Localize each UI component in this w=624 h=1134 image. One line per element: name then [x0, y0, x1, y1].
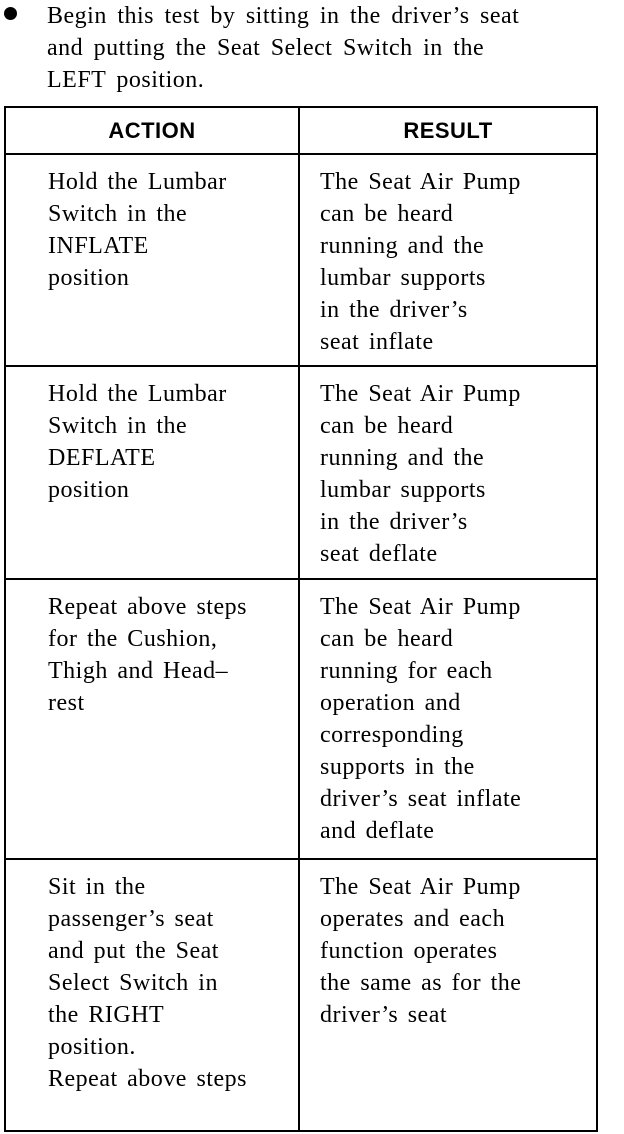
bullet-icon: [4, 7, 17, 20]
action-line: Hold the Lumbar: [48, 381, 227, 407]
action-line: Switch in the: [48, 413, 188, 439]
result-line: function operates: [320, 938, 498, 964]
result-line: corresponding: [320, 722, 464, 748]
result-line: supports in the: [320, 754, 475, 780]
table-row: [5, 859, 597, 1131]
intro-line: Begin this test by sitting in the driver’s seat: [47, 3, 520, 29]
intro-line: and putting the Seat Select Switch in the: [47, 35, 485, 61]
table-row: [5, 154, 597, 366]
action-line: Switch in the: [48, 201, 188, 227]
result-line: the same as for the: [320, 970, 522, 996]
action-line: Repeat above steps: [48, 594, 247, 620]
result-line: can be heard: [320, 626, 454, 652]
action-cell: [5, 859, 299, 1131]
result-column-header: RESULT: [299, 107, 597, 154]
result-line: running for each: [320, 658, 493, 684]
action-column-header: ACTION: [5, 107, 299, 154]
action-line: the RIGHT: [48, 1002, 165, 1028]
result-cell: [299, 154, 597, 366]
action-line: position: [48, 477, 130, 503]
test-procedure-table: [4, 106, 598, 1132]
action-line: and put the Seat: [48, 938, 219, 964]
intro-instruction: [0, 0, 624, 106]
action-cell: [5, 366, 299, 579]
result-line: The Seat Air Pump: [320, 874, 521, 900]
result-cell: [299, 366, 597, 579]
action-line: Sit in the: [48, 874, 146, 900]
result-line: The Seat Air Pump: [320, 594, 521, 620]
result-cell: [299, 579, 597, 859]
result-cell: [299, 859, 597, 1131]
intro-line: LEFT position.: [47, 67, 205, 93]
table-header-row: [5, 107, 597, 154]
result-line: lumbar supports: [320, 265, 486, 291]
result-line: can be heard: [320, 201, 454, 227]
action-cell: [5, 579, 299, 859]
action-line: Repeat above steps: [48, 1066, 247, 1092]
table-row: [5, 579, 597, 859]
action-line: rest: [48, 690, 85, 716]
result-line: The Seat Air Pump: [320, 381, 521, 407]
result-line: driver’s seat: [320, 1002, 448, 1028]
result-line: running and the: [320, 233, 485, 259]
result-line: seat deflate: [320, 541, 438, 567]
result-line: operation and: [320, 690, 461, 716]
action-line: Thigh and Head–: [48, 658, 229, 684]
result-line: lumbar supports: [320, 477, 486, 503]
result-line: can be heard: [320, 413, 454, 439]
result-line: seat inflate: [320, 329, 434, 355]
action-line: INFLATE: [48, 233, 149, 259]
action-line: for the Cushion,: [48, 626, 218, 652]
result-line: The Seat Air Pump: [320, 169, 521, 195]
result-line: in the driver’s: [320, 297, 468, 323]
result-line: operates and each: [320, 906, 506, 932]
action-line: position: [48, 265, 130, 291]
action-line: DEFLATE: [48, 445, 156, 471]
result-line: and deflate: [320, 818, 435, 844]
result-line: driver’s seat inflate: [320, 786, 522, 812]
intro-text: [47, 0, 597, 96]
action-line: position.: [48, 1034, 136, 1060]
action-line: Hold the Lumbar: [48, 169, 227, 195]
action-line: Select Switch in: [48, 970, 218, 996]
action-line: passenger’s seat: [48, 906, 214, 932]
result-line: running and the: [320, 445, 485, 471]
action-cell: [5, 154, 299, 366]
table-row: [5, 366, 597, 579]
result-line: in the driver’s: [320, 509, 468, 535]
